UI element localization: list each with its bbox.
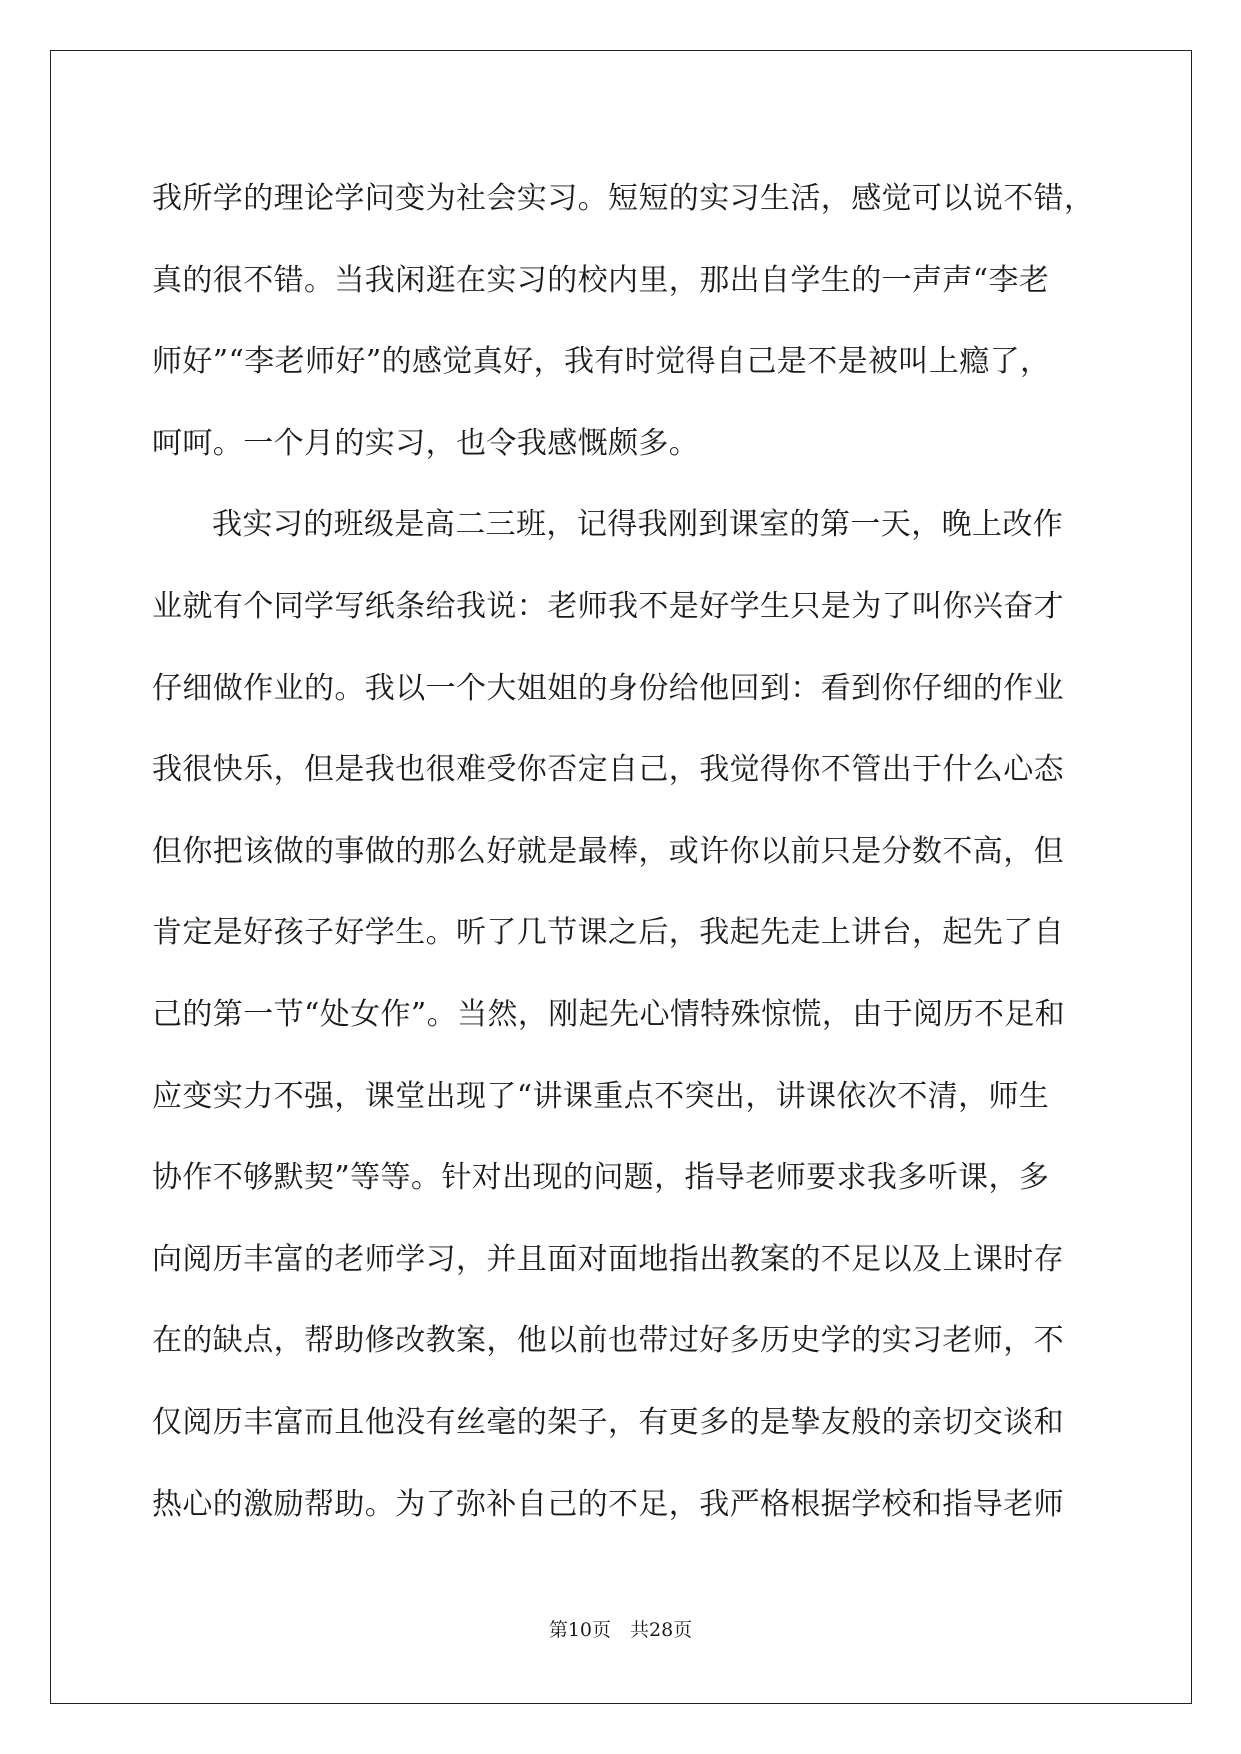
text-line: 己的第一节“处女作”。当然，刚起先心情特殊惊慌，由于阅历不足和 [152,996,1066,1032]
text-line: 呵呵。一个月的实习，也令我感慨颇多。 [152,425,700,461]
text-line: 向阅历丰富的老师学习，并且面对面地指出教案的不足以及上课时存 [152,1241,1064,1277]
text-line: 应变实力不强，课堂出现了“讲课重点不突出，讲课依次不清，师生 [152,1078,1050,1114]
text-line: 我很快乐，但是我也很难受你否定自己，我觉得你不管出于什么心态 [152,752,1064,788]
document-body [152,158,1095,1545]
text-line: 师好”“李老师好”的感觉真好，我有时觉得自己是不是被叫上瘾了， [152,344,1051,380]
text-line: 真的很不错。当我闲逛在实习的校内里，那出自学生的一声声“李老 [152,262,1050,298]
text-line: 肯定是好孩子好学生。听了几节课之后，我起先走上讲台，起先了自 [152,915,1064,951]
text-line: 热心的激励帮助。为了弥补自己的不足，我严格根据学校和指导老师 [152,1486,1064,1522]
page-number-footer: 第10页 共28页 [548,1619,693,1641]
text-line: 协作不够默契”等等。针对出现的问题，指导老师要求我多听课，多 [152,1160,1050,1196]
text-line: 业就有个同学写纸条给我说：老师我不是好学生只是为了叫你兴奋才 [152,588,1064,624]
text-line: 我所学的理论学问变为社会实习。短短的实习生活，感觉可以说不错， [152,181,1095,216]
text-line: 仔细做作业的。我以一个大姐姐的身份给他回到：看到你仔细的作业 [152,670,1064,706]
text-line: 在的缺点，帮助修改教案，他以前也带过好多历史学的实习老师，不 [152,1323,1064,1359]
text-line: 但你把该做的事做的那么好就是最棒，或许你以前只是分数不高，但 [152,833,1064,869]
text-line: 仅阅历丰富而且他没有丝毫的架子，有更多的是挚友般的亲切交谈和 [152,1404,1064,1440]
paragraph-first-line: 我实习的班级是高二三班，记得我刚到课室的第一天，晚上改作 [212,507,1064,543]
